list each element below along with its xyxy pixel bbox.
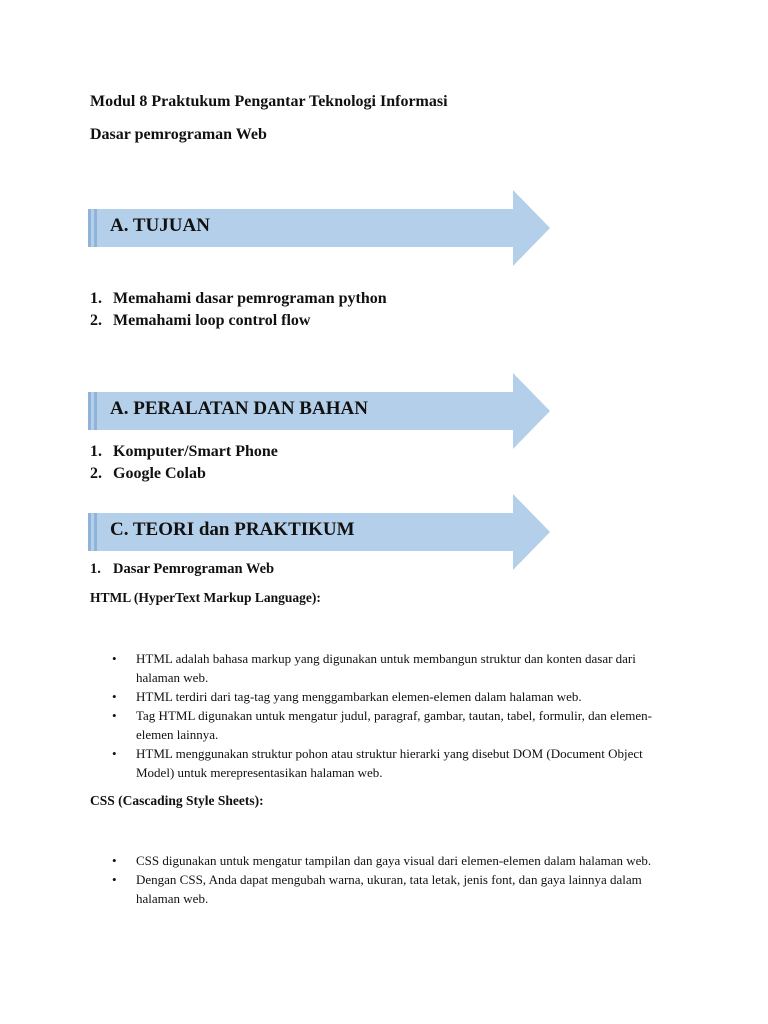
list-item xyxy=(90,463,278,485)
document-title: Modul 8 Praktukum Pengantar Teknologi Informasi xyxy=(90,93,448,110)
section-banner-tujuan xyxy=(88,190,550,266)
bullet-item xyxy=(112,706,672,744)
section-heading: A. TUJUAN xyxy=(110,215,210,236)
teori-list xyxy=(90,558,274,580)
list-item-text: Memahami dasar pemrograman python xyxy=(113,290,387,307)
section-heading: A. PERALATAN DAN BAHAN xyxy=(110,398,368,419)
bullet-text: HTML adalah bahasa markup yang digunakan untuk membangun struktur dan konten dasar dari halaman web. xyxy=(136,651,636,685)
list-item xyxy=(90,288,387,310)
document-subtitle: Dasar pemrograman Web xyxy=(90,126,267,143)
bullet-icon: • xyxy=(112,689,117,704)
bullet-text: HTML menggunakan struktur pohon atau struktur hierarki yang disebut DOM (Document Object Model) untuk merepresentasikan halaman web. xyxy=(136,746,643,780)
list-number: 2. xyxy=(90,465,102,482)
html-heading: HTML (HyperText Markup Language): xyxy=(90,590,321,605)
list-number: 1. xyxy=(90,290,102,307)
bullet-item xyxy=(112,744,672,782)
tujuan-list xyxy=(90,288,387,332)
html-bullet-list xyxy=(112,649,672,782)
section-banner-peralatan xyxy=(88,373,550,449)
bullet-text: Tag HTML digunakan untuk mengatur judul, paragraf, gambar, tautan, tabel, formulir, dan elemen-elemen lainnya. xyxy=(136,708,652,742)
list-number: 1. xyxy=(90,561,101,577)
bullet-item xyxy=(112,649,672,687)
list-number: 1. xyxy=(90,443,102,460)
list-item-text: Komputer/Smart Phone xyxy=(113,443,278,460)
section-heading: C. TEORI dan PRAKTIKUM xyxy=(110,519,355,540)
css-bullet-list xyxy=(112,851,672,908)
bullet-icon: • xyxy=(112,746,117,761)
bullet-icon: • xyxy=(112,853,117,868)
bullet-item xyxy=(112,851,672,870)
bullet-text: Dengan CSS, Anda dapat mengubah warna, ukuran, tata letak, jenis font, dan gaya lainnya dalam halaman web. xyxy=(136,872,642,906)
peralatan-list xyxy=(90,441,278,485)
bullet-icon: • xyxy=(112,651,117,666)
bullet-icon: • xyxy=(112,872,117,887)
list-item xyxy=(90,441,278,463)
list-item-text: Dasar Pemrograman Web xyxy=(113,561,275,577)
bullet-icon: • xyxy=(112,708,117,723)
bullet-text: CSS digunakan untuk mengatur tampilan dan gaya visual dari elemen-elemen dalam halaman web. xyxy=(136,853,652,868)
bullet-text: HTML terdiri dari tag-tag yang menggambarkan elemen-elemen dalam halaman web. xyxy=(136,689,582,704)
bullet-item xyxy=(112,687,672,706)
list-number: 2. xyxy=(90,312,102,329)
list-item xyxy=(90,558,274,580)
css-heading: CSS (Cascading Style Sheets): xyxy=(90,793,264,808)
bullet-item xyxy=(112,870,672,908)
list-item xyxy=(90,310,387,332)
list-item-text: Google Colab xyxy=(113,465,206,482)
list-item-text: Memahami loop control flow xyxy=(113,312,311,329)
